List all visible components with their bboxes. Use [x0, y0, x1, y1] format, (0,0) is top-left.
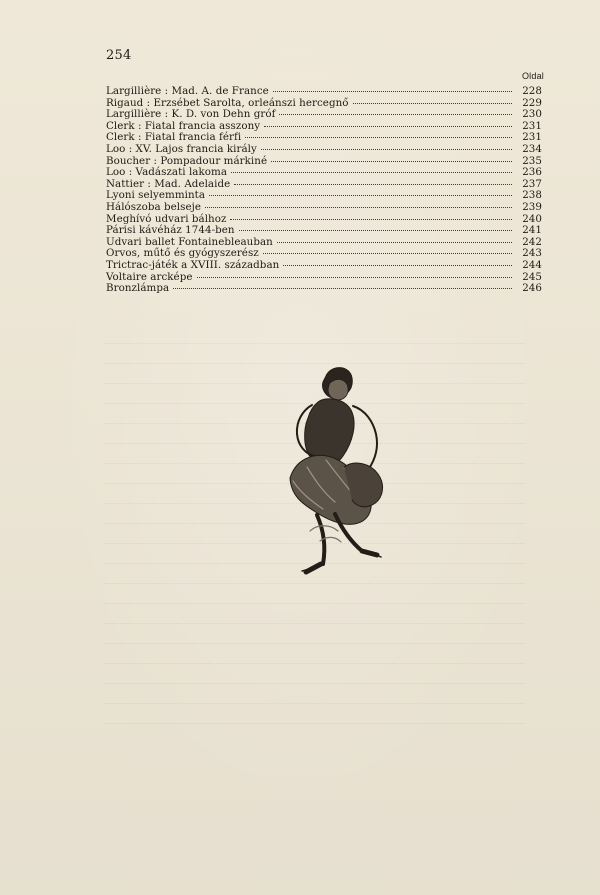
toc-title: Bronzlámpa — [106, 282, 170, 295]
toc-row — [106, 144, 542, 156]
toc-page-number: 241 — [522, 224, 542, 237]
toc-leader — [264, 126, 512, 127]
show-through-line — [105, 670, 525, 684]
toc-leader — [230, 219, 512, 220]
toc-page-number: 245 — [522, 270, 542, 283]
toc-row — [106, 225, 542, 237]
toc-page-number: 231 — [522, 131, 542, 144]
toc-leader — [283, 265, 512, 266]
toc-page-number: 243 — [522, 247, 542, 260]
table-of-contents — [106, 86, 542, 295]
toc-title: Loo : XV. Lajos francia király — [106, 142, 257, 155]
toc-leader — [231, 172, 512, 173]
toc-row — [106, 167, 542, 179]
toc-page-number: 235 — [522, 154, 542, 167]
toc-title: Hálószoba belseje — [106, 200, 202, 213]
toc-title: Udvari ballet Fontainebleauban — [106, 235, 273, 248]
toc-title: Clerk : Fiatal francia asszony — [106, 119, 261, 132]
toc-page-number: 230 — [522, 108, 542, 121]
toc-leader — [279, 114, 512, 115]
toc-title: Boucher : Pompadour márkiné — [106, 154, 268, 167]
toc-title: Lyoni selyemminta — [106, 189, 206, 202]
toc-row — [106, 272, 542, 284]
toc-page-number: 234 — [522, 142, 542, 155]
toc-page-number: 246 — [522, 282, 542, 295]
toc-title: Clerk : Fiatal francia férfi — [106, 131, 242, 144]
toc-leader — [277, 242, 512, 243]
toc-page-number: 231 — [522, 119, 542, 132]
toc-page-number: 242 — [522, 235, 542, 248]
show-through-line — [105, 690, 525, 704]
toc-title: Párisi kávéház 1744-ben — [106, 224, 235, 237]
toc-page-number: 238 — [522, 189, 542, 202]
show-through-line — [105, 650, 525, 664]
toc-leader — [239, 230, 512, 231]
toc-leader — [209, 195, 512, 196]
toc-row — [106, 283, 542, 295]
toc-row — [106, 202, 542, 214]
toc-title: Trictrac-játék a XVIII. században — [106, 258, 280, 271]
toc-leader — [353, 103, 512, 104]
toc-leader — [205, 207, 512, 208]
toc-title: Nattier : Mad. Adelaide — [106, 177, 231, 190]
toc-page-number: 244 — [522, 258, 542, 271]
toc-leader — [173, 288, 512, 289]
show-through-line — [105, 610, 525, 624]
toc-title: Largillière : Mad. A. de France — [106, 85, 269, 97]
toc-page-number: 236 — [522, 166, 542, 179]
dancer-illustration-icon — [272, 364, 397, 578]
toc-page-number: 228 — [522, 85, 542, 97]
toc-title: Rigaud : Erzsébet Sarolta, orleánszi hercegnő — [106, 96, 349, 109]
toc-title: Orvos, műtő és gyógyszerész — [106, 247, 259, 260]
toc-leader — [261, 149, 512, 150]
toc-page-number: 239 — [522, 200, 542, 213]
toc-row — [106, 260, 542, 272]
toc-title: Largillière : K. D. von Dehn gróf — [106, 108, 276, 121]
page-number: 254 — [106, 48, 132, 63]
toc-page-number: 240 — [522, 212, 542, 225]
show-through-line — [105, 590, 525, 604]
toc-leader — [263, 253, 512, 254]
toc-leader — [197, 277, 513, 278]
toc-page-number: 237 — [522, 177, 542, 190]
toc-leader — [273, 91, 512, 92]
show-through-line — [105, 350, 525, 364]
show-through-line — [105, 630, 525, 644]
toc-title: Meghívó udvari bálhoz — [106, 212, 227, 225]
page-column-label: Oldal — [521, 71, 544, 81]
toc-title: Loo : Vadászati lakoma — [106, 166, 228, 179]
toc-leader — [271, 161, 512, 162]
show-through-line — [105, 710, 525, 724]
toc-leader — [234, 184, 512, 185]
toc-page-number: 229 — [522, 96, 542, 109]
show-through-line — [105, 330, 525, 344]
toc-row — [106, 86, 542, 98]
toc-title: Voltaire arcképe — [106, 270, 193, 283]
toc-leader — [245, 137, 512, 138]
